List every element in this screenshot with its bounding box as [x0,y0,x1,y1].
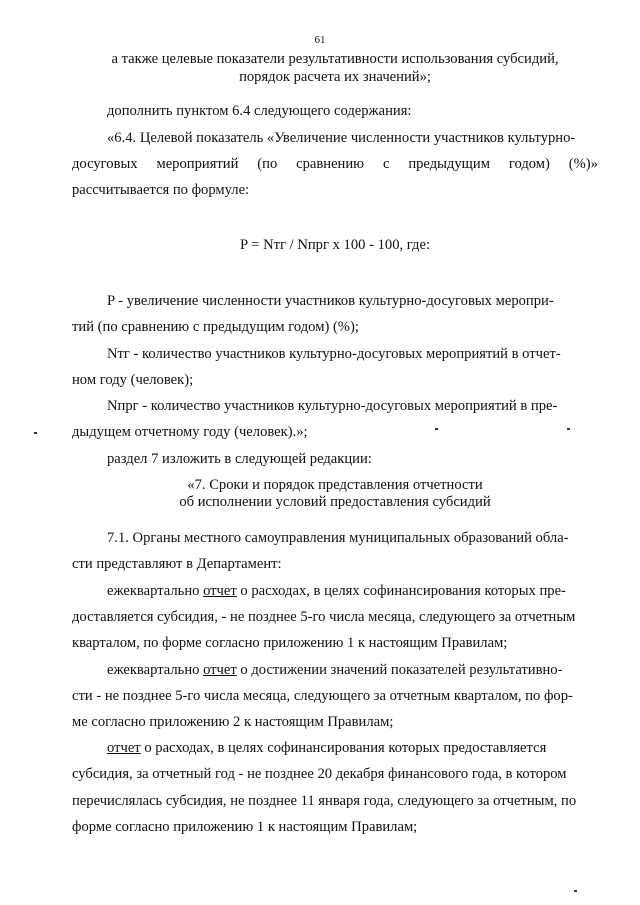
text-span: ежеквартально [107,583,204,599]
text-line: «6.4. Целевой показатель «Увеличение численности участников культурно- [107,130,576,146]
text-line: дополнить пунктом 6.4 следующего содержания: [107,103,412,119]
section-heading: «7. Сроки и порядок представления отчетности [187,477,483,493]
scan-mark [574,890,577,892]
word: сравнению [296,156,365,172]
text-line: а также целевые показатели результативности использования субсидий, [111,51,559,67]
word: (%)» [568,156,598,172]
text-line: дыдущем отчетному году (человек).»; [72,424,308,440]
text-line: субсидия, за отчетный год - не позднее 20 декабря финансового года, в котором [72,766,567,782]
text-line: перечислялась субсидия, не позднее 11 января года, следующего за отчетным, по [72,793,577,809]
word: предыдущим [408,156,490,172]
text-line: раздел 7 изложить в следующей редакции: [107,451,372,467]
text-span: ежеквартально [107,662,204,678]
text-line [107,661,598,679]
justified-line [72,155,598,173]
text-line: тий (по сравнению с предыдущим годом) (%); [72,319,359,335]
text-line: сти - не позднее 5-го числа месяца, следующего за отчетным кварталом, по фор- [72,688,573,704]
text-line: кварталом, по форме согласно приложению 1 к настоящим Правилам; [72,635,508,651]
text-line: ме согласно приложению 2 к настоящим Правилам; [72,714,394,730]
text-line: 7.1. Органы местного самоуправления муниципальных образований обла- [107,530,569,546]
text-line: P - увеличение численности участников культурно-досуговых меропри- [107,293,554,309]
word: мероприятий [156,156,239,172]
section-heading: об исполнении условий предоставления субсидий [179,494,491,510]
underlined-word: отчет [203,583,237,599]
underlined-word: отчет [107,740,141,756]
scan-mark [435,428,438,430]
word: досуговых [72,156,138,172]
text-line: Nпрг - количество участников культурно-досуговых мероприятий в пре- [107,398,558,414]
text-line: ном году (человек); [72,372,194,388]
text-line: Nтг - количество участников культурно-досуговых мероприятий в отчет- [107,346,561,362]
text-span: о расходах, в целях софинансирования которых предоставляется [140,740,547,756]
word: (по [257,156,278,172]
text-line: рассчитывается по формуле: [72,182,250,198]
scan-mark [567,428,570,430]
text-line [107,582,598,600]
page-number: 61 [314,34,326,46]
text-line: форме согласно приложению 1 к настоящим Правилам; [72,819,418,835]
word: годом) [508,156,550,172]
text-span: о достижении значений показателей результативно- [236,662,563,678]
text-line [107,739,598,757]
text-line: сти представляют в Департамент: [72,556,282,572]
text-line: порядок расчета их значений»; [239,69,431,85]
formula: P = Nтг / Nпрг x 100 - 100, где: [239,237,431,253]
text-span: о расходах, в целях софинансирования которых пре- [236,583,566,599]
underlined-word: отчет [203,662,237,678]
word: с [382,156,390,172]
scan-mark [34,432,37,434]
text-line: доставляется субсидия, - не позднее 5-го числа месяца, следующего за отчетным [72,609,576,625]
